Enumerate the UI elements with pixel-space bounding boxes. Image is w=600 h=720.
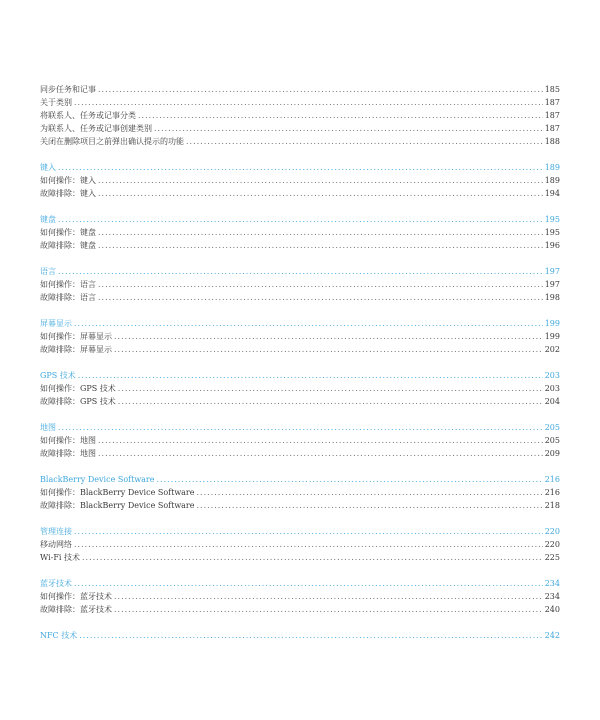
toc-entry-page: 205 [544, 436, 560, 445]
dot-leader [98, 239, 543, 252]
dot-leader [98, 291, 543, 304]
dot-leader [78, 369, 543, 382]
toc-entry-label: 故障排除：语言 [40, 293, 96, 302]
toc-heading-label: NFC 技术 [40, 631, 78, 640]
dot-leader [98, 226, 543, 239]
toc-heading-page: 234 [544, 579, 560, 588]
toc-heading-label: 键盘 [40, 215, 56, 224]
toc-heading[interactable] [40, 421, 560, 434]
toc-entry[interactable] [40, 109, 560, 122]
toc-entry-label: 移动网络 [40, 540, 72, 549]
dot-leader [74, 538, 543, 551]
toc-heading-label: 地图 [40, 423, 56, 432]
toc-section [40, 265, 560, 304]
toc-entry[interactable] [40, 291, 560, 304]
dot-leader [197, 499, 543, 512]
toc-entry-label: 如何操作：GPS 技术 [40, 384, 116, 393]
toc-entry[interactable] [40, 187, 560, 200]
toc-entry-page: 194 [544, 189, 560, 198]
toc-entry[interactable] [40, 135, 560, 148]
dot-leader [74, 525, 543, 538]
toc-entry-label: 如何操作：屏幕显示 [40, 332, 112, 341]
toc-entry[interactable] [40, 551, 560, 564]
toc-heading-page: 205 [544, 423, 560, 432]
toc-entry[interactable] [40, 83, 560, 96]
toc-entry-page: 204 [544, 397, 560, 406]
toc-heading-label: 蓝牙技术 [40, 579, 72, 588]
toc-section [40, 421, 560, 460]
toc-heading-page: 189 [544, 163, 560, 172]
toc-heading-page: 203 [544, 371, 560, 380]
toc-entry-page: 216 [544, 488, 560, 497]
toc-entry[interactable] [40, 499, 560, 512]
toc-heading-page: 220 [544, 527, 560, 536]
toc-entry-page: 220 [544, 540, 560, 549]
dot-leader [197, 486, 543, 499]
toc-entry-page: 202 [544, 345, 560, 354]
dot-leader [98, 174, 543, 187]
toc-entry-label: 同步任务和记事 [40, 85, 96, 94]
toc-entry[interactable] [40, 434, 560, 447]
toc-entry-label: 故障排除：屏幕显示 [40, 345, 112, 354]
dot-leader [138, 109, 543, 122]
toc-entry-label: 将联系人、任务或记事分类 [40, 111, 136, 120]
dot-leader [58, 161, 543, 174]
toc-heading-label: GPS 技术 [40, 371, 76, 380]
toc-entry[interactable] [40, 96, 560, 109]
toc-entry-label: 如何操作：BlackBerry Device Software [40, 488, 195, 497]
dot-leader [114, 343, 543, 356]
toc-section [40, 213, 560, 252]
toc-heading-label: 键入 [40, 163, 56, 172]
toc-heading-page: 195 [544, 215, 560, 224]
toc-entry-page: 195 [544, 228, 560, 237]
dot-leader [118, 395, 543, 408]
dot-leader [79, 629, 543, 642]
toc-section [40, 473, 560, 512]
toc-entry[interactable] [40, 226, 560, 239]
toc-entry-page: 189 [544, 176, 560, 185]
toc-entry-page: 187 [544, 111, 560, 120]
dot-leader [98, 434, 543, 447]
toc-entry[interactable] [40, 174, 560, 187]
toc-section [40, 577, 560, 616]
toc-entry-label: 故障排除：地图 [40, 449, 96, 458]
toc-entry-page: 185 [544, 85, 560, 94]
toc-section [40, 525, 560, 564]
toc-heading[interactable] [40, 213, 560, 226]
toc-heading-label: 语言 [40, 267, 56, 276]
toc-entry[interactable] [40, 538, 560, 551]
dot-leader [74, 577, 543, 590]
toc-entry-page: 199 [544, 332, 560, 341]
dot-leader [118, 382, 543, 395]
toc-entry-page: 198 [544, 293, 560, 302]
toc-entry-page: 234 [544, 592, 560, 601]
dot-leader [58, 265, 543, 278]
toc-heading-page: 216 [544, 475, 560, 484]
toc-entry-page: 187 [544, 98, 560, 107]
dot-leader [114, 590, 543, 603]
toc-entry-label: Wi-Fi 技术 [40, 553, 80, 562]
toc-heading-page: 197 [544, 267, 560, 276]
toc-heading[interactable] [40, 369, 560, 382]
dot-leader [98, 83, 543, 96]
toc-heading[interactable] [40, 473, 560, 486]
toc-entry-page: 197 [544, 280, 560, 289]
toc-entry-label: 关闭在删除项目之前弹出确认提示的功能 [40, 137, 184, 146]
toc-section [40, 161, 560, 200]
toc-entry-page: 240 [544, 605, 560, 614]
dot-leader [98, 187, 543, 200]
toc-heading[interactable] [40, 317, 560, 330]
toc-heading-label: 管理连接 [40, 527, 72, 536]
toc-heading[interactable] [40, 629, 560, 642]
dot-leader [186, 135, 543, 148]
toc-entry-page: 188 [544, 137, 560, 146]
toc-entry-label: 为联系人、任务或记事创建类别 [40, 124, 152, 133]
toc-entry-page: 225 [544, 553, 560, 562]
toc-entry-label: 故障排除：键盘 [40, 241, 96, 250]
toc-entry-label: 故障排除：GPS 技术 [40, 397, 116, 406]
toc-heading-label: 屏幕显示 [40, 319, 72, 328]
toc-entry-page: 218 [544, 501, 560, 510]
toc-entry[interactable] [40, 330, 560, 343]
toc-entry-label: 如何操作：键入 [40, 176, 96, 185]
dot-leader [98, 447, 543, 460]
dot-leader [114, 330, 543, 343]
toc-entry-page: 203 [544, 384, 560, 393]
toc-entry-label: 如何操作：键盘 [40, 228, 96, 237]
toc-entry-page: 196 [544, 241, 560, 250]
toc-section [40, 369, 560, 408]
dot-leader [74, 317, 543, 330]
toc-entry[interactable] [40, 486, 560, 499]
toc-entry-page: 209 [544, 449, 560, 458]
toc-heading-page: 242 [544, 631, 560, 640]
dot-leader [58, 421, 543, 434]
toc-entry[interactable] [40, 343, 560, 356]
toc-entry-page: 187 [544, 124, 560, 133]
toc-heading-label: BlackBerry Device Software [40, 475, 155, 484]
toc-entry[interactable] [40, 382, 560, 395]
toc-entry-label: 故障排除：蓝牙技术 [40, 605, 112, 614]
toc-entry[interactable] [40, 395, 560, 408]
toc-section [40, 317, 560, 356]
dot-leader [82, 551, 543, 564]
toc-entry-label: 故障排除：键入 [40, 189, 96, 198]
dot-leader [114, 603, 543, 616]
toc-heading-page: 199 [544, 319, 560, 328]
toc-entry[interactable] [40, 122, 560, 135]
toc-heading[interactable] [40, 525, 560, 538]
toc-entry[interactable] [40, 590, 560, 603]
dot-leader [74, 96, 543, 109]
toc-entry-label: 关于类别 [40, 98, 72, 107]
table-of-contents [40, 83, 560, 642]
dot-leader [58, 213, 543, 226]
toc-heading[interactable] [40, 265, 560, 278]
toc-entry-label: 故障排除：BlackBerry Device Software [40, 501, 195, 510]
toc-section [40, 83, 560, 148]
dot-leader [157, 473, 543, 486]
toc-heading[interactable] [40, 161, 560, 174]
dot-leader [154, 122, 543, 135]
toc-entry-label: 如何操作：地图 [40, 436, 96, 445]
toc-entry-label: 如何操作：语言 [40, 280, 96, 289]
toc-heading[interactable] [40, 577, 560, 590]
dot-leader [98, 278, 543, 291]
toc-entry[interactable] [40, 278, 560, 291]
toc-entry[interactable] [40, 447, 560, 460]
toc-entry[interactable] [40, 239, 560, 252]
toc-entry[interactable] [40, 603, 560, 616]
toc-section [40, 629, 560, 642]
toc-entry-label: 如何操作：蓝牙技术 [40, 592, 112, 601]
